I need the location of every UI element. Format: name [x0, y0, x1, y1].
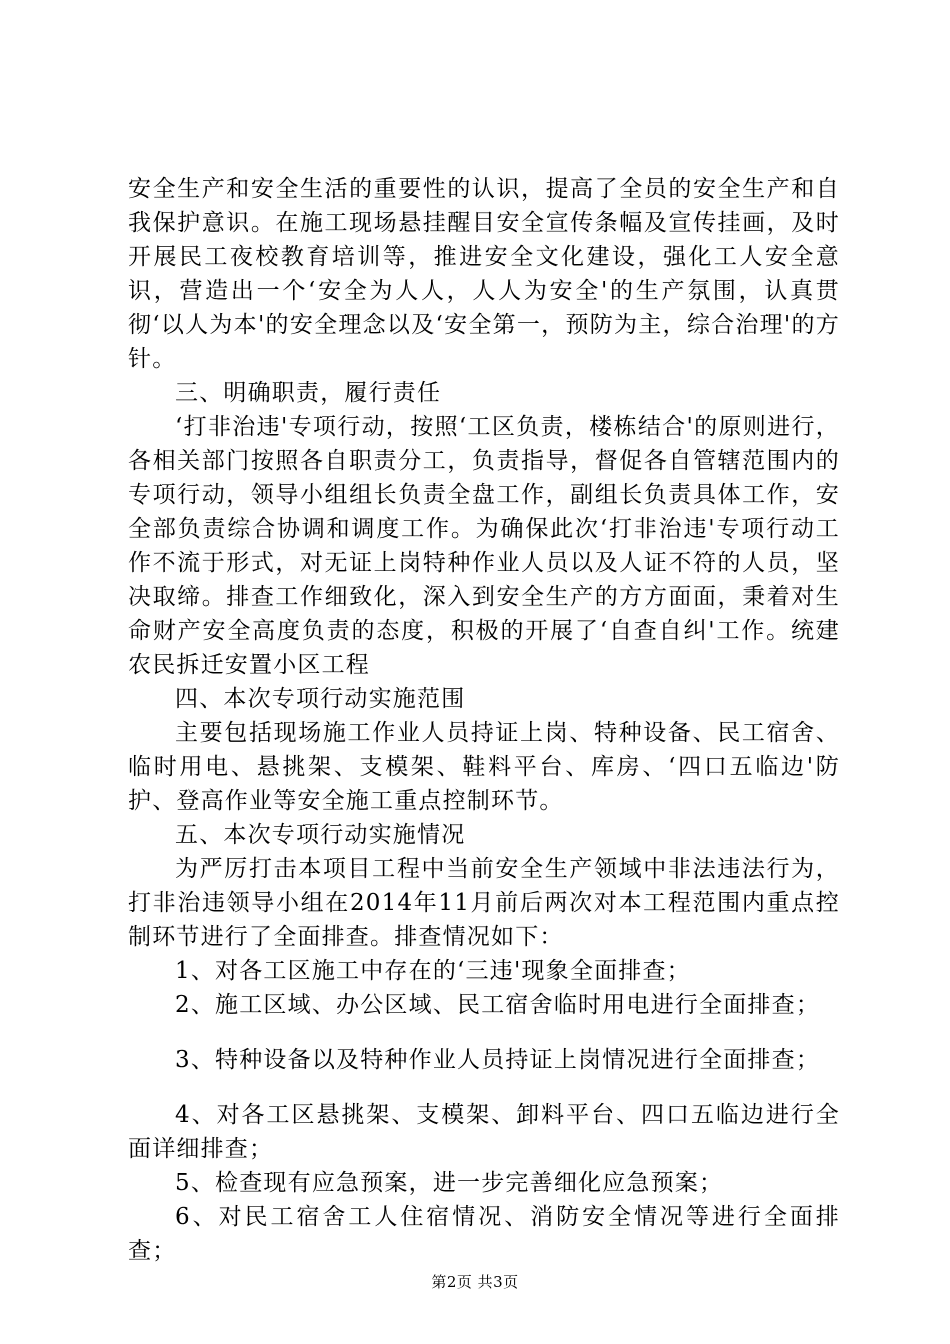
paragraph-implementation: 为严厉打击本项目工程中当前安全生产领域中非法违法行为，打非治违领导小组在2014年11月前后两次对本工程范围内重点控制环节进行了全面排查。排查情况如下： [128, 856, 840, 950]
section-heading-5: 五、本次专项行动实施情况 [175, 822, 466, 848]
paragraph-responsibilities: ‘打非治违'专项行动，按照‘工区负责，楼栋结合'的原则进行，各相关部门按照各自职责分工，负责指导，督促各自管辖范围内的专项行动，领导小组组长负责全盘工作，副组长负责具体工作，安全部负责综合协调和调度工作。为确保此次‘打非治违'专项行动工作不流于形式，对无证上岗特种作业人员以及人证不符的人员，坚决取缔。排查工作细致化，深入到安全生产的方方面面，秉着对生命财产安全高度负责的态度，积极的开展了‘自查自纠'工作。统建农民拆迁安置小区工程 [128, 414, 840, 678]
list-item-5: 5、检查现有应急预案，进一步完善细化应急预案； [175, 1170, 724, 1196]
page-number-footer: 第2页 共3页 [431, 1273, 519, 1291]
list-item-6: 6、对民工宿舍工人住宿情况、消防安全情况等进行全面排查； [128, 1204, 840, 1264]
section-heading-4: 四、本次专项行动实施范围 [175, 686, 466, 712]
list-item-1: 1、对各工区施工中存在的‘三违'现象全面排查； [175, 958, 691, 984]
paragraph-scope: 主要包括现场施工作业人员持证上岗、特种设备、民工宿舍、临时用电、悬挑架、支模架、鞋料平台、库房、‘四口五临边'防护、登高作业等安全施工重点控制环节。 [128, 720, 840, 814]
list-item-4: 4、对各工区悬挑架、支模架、卸料平台、四口五临边进行全面详细排查； [128, 1102, 840, 1162]
paragraph-safety-awareness: 安全生产和安全生活的重要性的认识，提高了全员的安全生产和自我保护意识。在施工现场悬挂醒目安全宣传条幅及宣传挂画，及时开展民工夜校教育培训等，推进安全文化建设，强化工人安全意识，营造出一个‘安全为人人，人人为安全'的生产氛围，认真贯彻‘以人为本'的安全理念以及‘安全第一，预防为主，综合治理'的方针。 [128, 176, 840, 372]
list-item-2: 2、施工区域、办公区域、民工宿舍临时用电进行全面排查； [175, 992, 821, 1018]
document-body [128, 172, 840, 1268]
list-item-3: 3、特种设备以及特种作业人员持证上岗情况进行全面排查； [175, 1047, 821, 1073]
section-heading-3: 三、明确职责，履行责任 [175, 380, 442, 406]
